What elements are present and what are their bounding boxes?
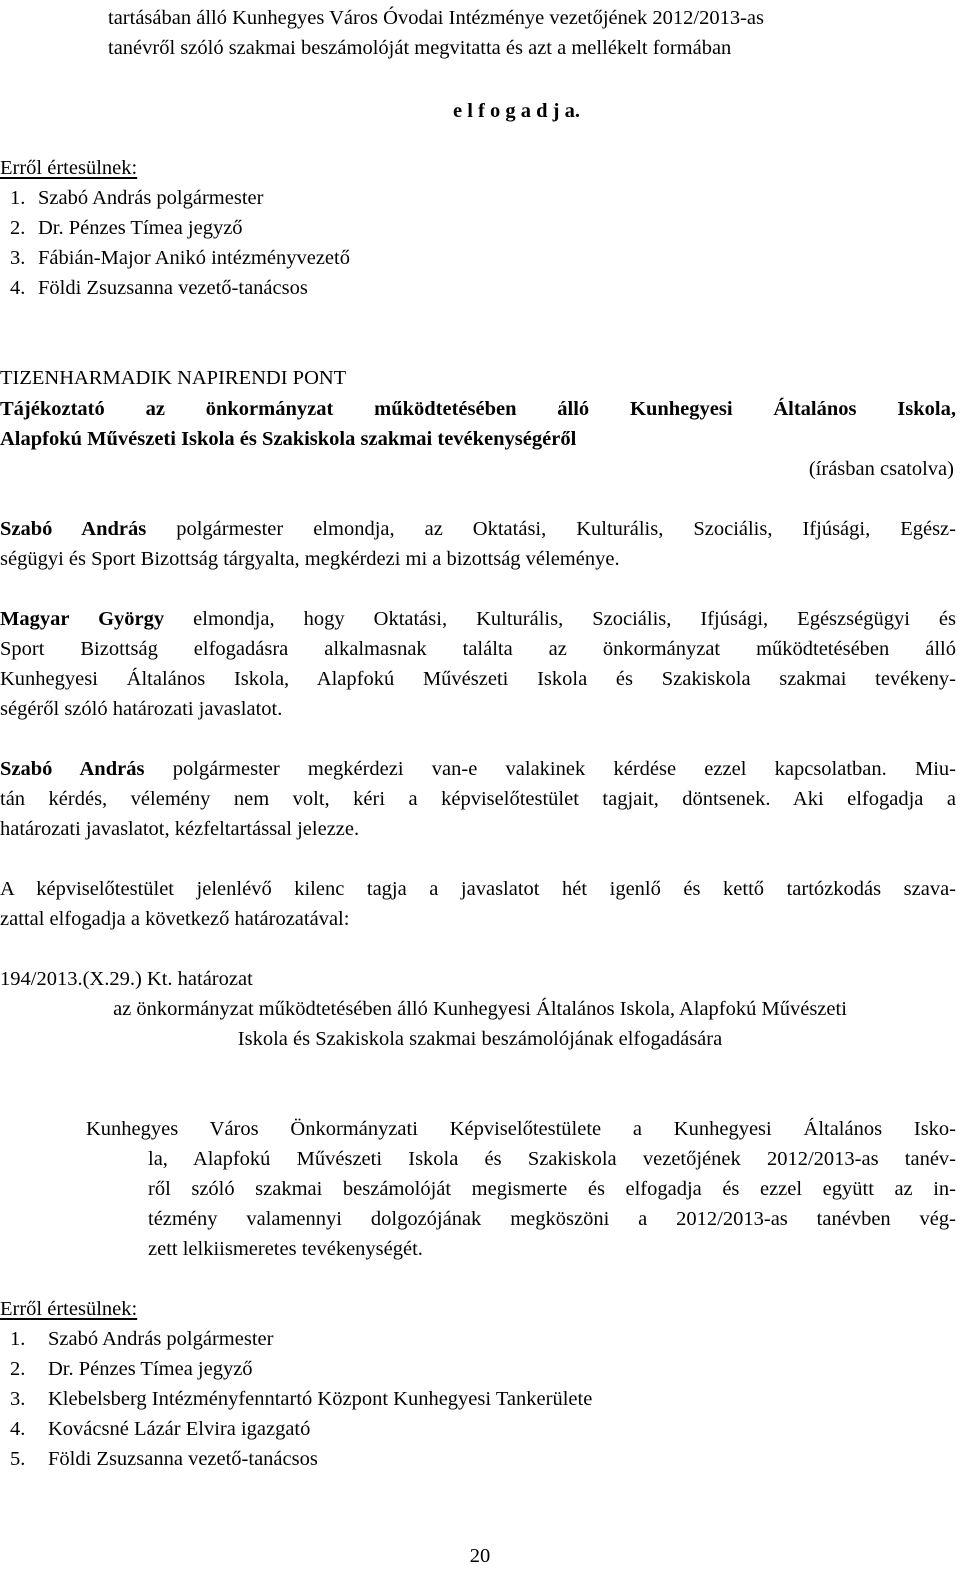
notify-title: Erről értesülnek: (0, 1298, 138, 1320)
agenda-subject-line: Tájékoztató az önkormányzat működtetésében álló Kunhegyesi Általános Iskola, (0, 398, 956, 420)
paragraph-line: ségügyi és Sport Bizottság tárgyalta, megkérdezi mi a bizottság véleménye. (0, 548, 620, 570)
list-text: Földi Zsuzsanna vezető-tanácsos (38, 277, 308, 299)
speaker-name: Szabó András (0, 518, 147, 540)
resolution-body-line: ről szóló szakmai beszámolóját megismerte és elfogadja és ezzel együtt az in- (148, 1178, 956, 1200)
paragraph-line: A képviselőtestület jelenlévő kilenc tagja a javaslatot hét igenlő és kettő tartózkodás szava- (0, 878, 956, 900)
list-item (10, 1384, 592, 1414)
paragraph-line: ségéről szóló határozati javaslatot. (0, 698, 283, 720)
paragraph-line: zattal elfogadja a következő határozatával: (0, 908, 350, 930)
list-number: 1. (10, 1328, 26, 1350)
paragraph-line: Sport Bizottság elfogadásra alkalmasnak találta az önkormányzat működtetésében álló (0, 638, 956, 660)
paragraph-line: Kunhegyesi Általános Iskola, Alapfokú Művészeti Iskola és Szakiskola szakmai tevékeny- (0, 668, 956, 690)
paragraph-text: elmondja, hogy Oktatási, Kulturális, Szociális, Ifjúsági, Egészségügyi és (164, 608, 956, 630)
list-item (10, 213, 243, 243)
list-item (10, 1324, 273, 1354)
resolution-title-line: Iskola és Szakiskola szakmai beszámolójának elfogadására (237, 1028, 723, 1050)
list-number: 2. (10, 1358, 26, 1380)
list-text: Fábián-Major Anikó intézményvezető (38, 247, 350, 269)
body-text-line: tartásában álló Kunhegyes Város Óvodai Intézménye vezetőjének 2012/2013-as (108, 7, 764, 29)
list-item (10, 183, 263, 213)
list-number: 4. (10, 277, 26, 299)
resolution-body-line: la, Alapfokú Művészeti Iskola és Szakiskola vezetőjének 2012/2013-as tanév- (148, 1148, 956, 1170)
body-text-line: tanévről szóló szakmai beszámolóját megvitatta és azt a mellékelt formában (108, 37, 732, 59)
list-number: 4. (10, 1418, 26, 1440)
list-item (10, 273, 308, 303)
agenda-heading: TIZENHARMADIK NAPIRENDI PONT (0, 367, 347, 389)
list-number: 1. (10, 187, 26, 209)
agenda-subject-line: Alapfokú Művészeti Iskola és Szakiskola szakmai tevékenységéről (0, 428, 577, 450)
list-number: 3. (10, 247, 26, 269)
resolution-title-line: az önkormányzat működtetésében álló Kunhegyesi Általános Iskola, Alapfokú Művészeti (113, 998, 847, 1020)
list-text: Klebelsberg Intézményfenntartó Központ Kunhegyesi Tankerülete (48, 1388, 593, 1410)
resolution-number: 194/2013.(X.29.) Kt. határozat (0, 968, 253, 990)
paragraph-text: polgármester megkérdezi van-e valakinek kérdése ezzel kapcsolatban. Miu- (144, 758, 956, 780)
resolution-body-line: tézmény valamennyi dolgozójának megköszöni a 2012/2013-as tanévben vég- (148, 1208, 956, 1230)
speaker-name: Magyar György (0, 608, 165, 630)
paragraph-line: határozati javaslatot, kézfeltartással jelezze. (0, 818, 360, 840)
paragraph-line (0, 754, 956, 784)
list-number: 2. (10, 217, 26, 239)
resolution-body-line: Kunhegyes Város Önkormányzati Képviselőtestülete a Kunhegyesi Általános Isko- (86, 1118, 956, 1140)
resolution-body-line: zett lelkiismeretes tevékenységét. (148, 1238, 423, 1260)
page-number: 20 (469, 1545, 491, 1567)
notify-title: Erről értesülnek: (0, 157, 138, 179)
list-text: Földi Zsuzsanna vezető-tanácsos (48, 1448, 318, 1470)
list-item (10, 243, 350, 273)
list-item (10, 1444, 318, 1474)
paragraph-line: tán kérdés, vélemény nem volt, kéri a képviselőtestület tagjait, döntsenek. Aki elfogadja a (0, 788, 956, 810)
list-number: 5. (10, 1448, 26, 1470)
list-text: Dr. Pénzes Tímea jegyző (38, 217, 243, 239)
paragraph-line (0, 514, 956, 544)
list-text: Szabó András polgármester (48, 1328, 274, 1350)
list-text: Szabó András polgármester (38, 187, 264, 209)
attachment-note: (írásban csatolva) (808, 458, 954, 480)
decision-text: e l f o g a d j a. (453, 100, 580, 122)
list-text: Kovácsné Lázár Elvira igazgató (48, 1418, 311, 1440)
list-item (10, 1414, 310, 1444)
speaker-name: Szabó András (0, 758, 145, 780)
list-number: 3. (10, 1388, 26, 1410)
list-item (10, 1354, 253, 1384)
paragraph-line (0, 604, 956, 634)
paragraph-text: polgármester elmondja, az Oktatási, Kulturális, Szociális, Ifjúsági, Egész- (146, 518, 956, 540)
list-text: Dr. Pénzes Tímea jegyző (48, 1358, 253, 1380)
